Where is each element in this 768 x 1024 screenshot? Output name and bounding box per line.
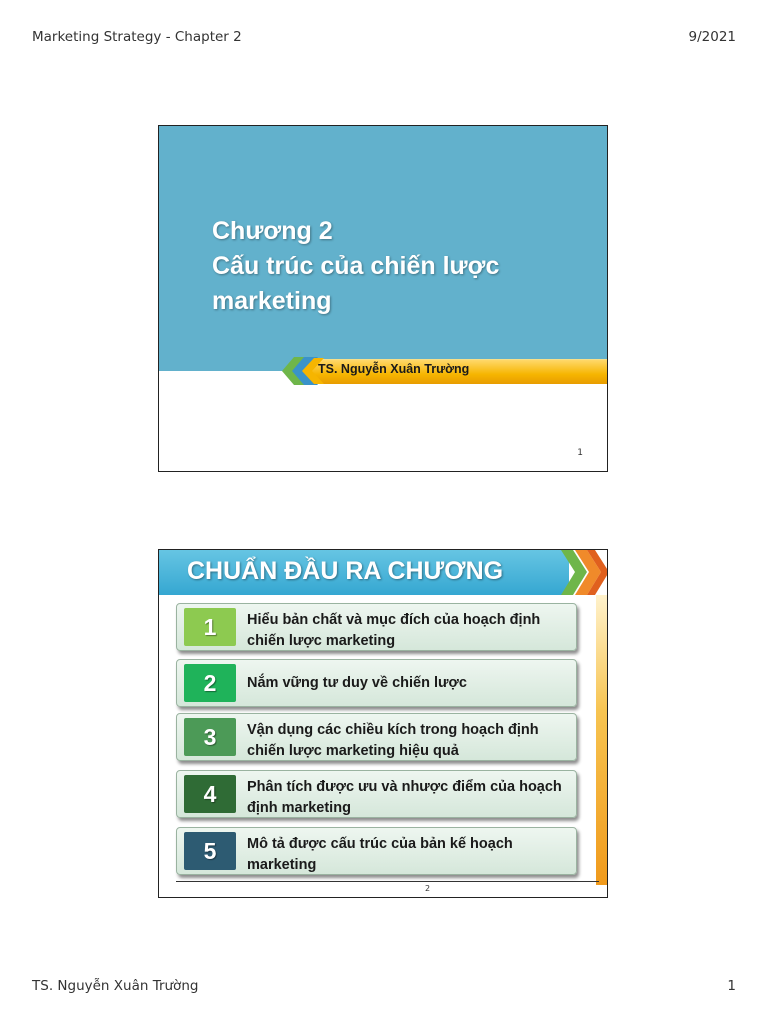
outcome-text-4: Phân tích được ưu và nhược điểm của hoạch định marketing xyxy=(247,779,562,816)
chevron-arrows-icon xyxy=(274,357,324,385)
outcome-text-3: Vận dụng các chiều kích trong hoạch định chiến lược marketing hiệu quả xyxy=(247,722,539,759)
outcome-number-1: 1 xyxy=(184,608,236,646)
slide-2-side-bar xyxy=(596,595,608,885)
page-footer-author: TS. Nguyễn Xuân Trường xyxy=(32,978,199,994)
chevron-arrows-icon xyxy=(561,550,608,595)
page-header-date: 9/2021 xyxy=(688,29,736,45)
slide-2-divider xyxy=(176,881,599,882)
slide-1-title-line-3: marketing xyxy=(212,287,332,315)
slide-2-number: 2 xyxy=(425,884,431,893)
outcome-number-2: 2 xyxy=(184,664,236,702)
slide-1-author: TS. Nguyễn Xuân Trường xyxy=(318,362,470,376)
outcome-text-1: Hiểu bản chất và mục đích của hoạch định chiến lược marketing xyxy=(247,612,541,649)
slide-2-title: CHUẨN ĐẦU RA CHƯƠNG xyxy=(187,557,504,585)
page-header-title: Marketing Strategy - Chapter 2 xyxy=(32,29,242,45)
outcome-item-4 xyxy=(176,770,577,818)
slide-1-title-line-1: Chương 2 xyxy=(212,217,333,245)
outcome-text-2: Nắm vững tư duy về chiến lược xyxy=(247,675,467,691)
outcome-number-4: 4 xyxy=(184,775,236,813)
slide-1-number: 1 xyxy=(577,448,583,458)
slide-1-title xyxy=(212,214,499,319)
outcome-item-1 xyxy=(176,603,577,651)
slide-2 xyxy=(158,549,608,898)
outcome-item-3 xyxy=(176,713,577,761)
slide-1-title-line-2: Cấu trúc của chiến lược xyxy=(212,252,500,280)
outcome-text-5: Mô tả được cấu trúc của bản kế hoạch marketing xyxy=(247,836,513,873)
outcome-item-5 xyxy=(176,827,577,875)
slide-1 xyxy=(158,125,608,472)
page-footer-number: 1 xyxy=(727,978,736,994)
outcome-item-2 xyxy=(176,659,577,707)
outcome-number-5: 5 xyxy=(184,832,236,870)
outcome-number-3: 3 xyxy=(184,718,236,756)
